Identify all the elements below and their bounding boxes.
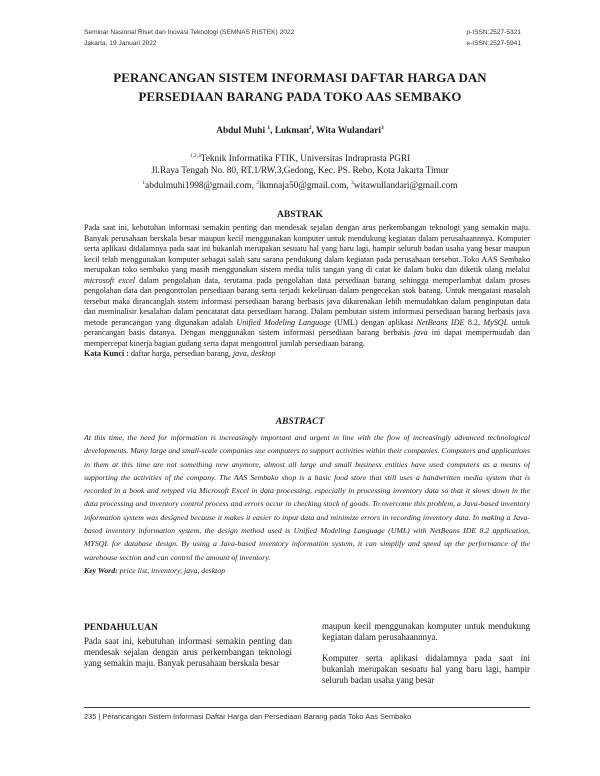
author-2: Lukman	[274, 126, 309, 137]
running-header-left	[84, 27, 294, 49]
abstrak-part-2: dalam pengolahan data, terutama pada pengolahan data persediaan barang sehingga memperlambat dalam proses pengolahan data dan pengontrolan persediaan barang serta terjadi kekeliruan dalam pengecekan stok barang. Untuk mengatasi masalah tersebut maka dirancanglah sistem informasi persediaan barang berbasis java dikarenakan lebih memudahkan dalam penginputan data dan meminalisir kesalahan dalam pencatatat data persediaan barang. Dalam pembutan sistem informasi persediaan barang berbasis java metode perancangan yang digunakan adalah	[84, 275, 530, 327]
page-number: 235	[84, 712, 97, 721]
email-1: abdulmuhi1998@gmail.com	[145, 181, 252, 192]
kata-kunci-label: Kata Kunci :	[84, 349, 129, 358]
key-word	[84, 564, 530, 577]
running-header-right	[466, 27, 521, 49]
abstrak-italic-4: MySQL	[483, 317, 509, 327]
key-word-text: price list, inventory, java, desktop	[119, 565, 226, 575]
author-3-sup: 3	[381, 125, 384, 131]
affiliation-address: Jl.Raya Tengah No. 80, RT.1/RW.3,Gedong, Kec. PS. Rebo, Kota Jakarta Timur	[151, 166, 449, 177]
author-1: Abdul Muhi	[216, 126, 266, 137]
title-line-2: PERSEDIAAN BARANG PADA TOKO AAS SEMBAKO	[138, 90, 462, 104]
conference-name: Seminar Nasional Riset dan Inovasi Teknologi (SEMNAS RISTEK) 2022	[84, 29, 295, 36]
e-issn: e-ISSN:2527-5941	[466, 40, 521, 47]
author-list: Abdul Muhi $^1$, Lukman$^2$, Wita Wulandari$^3$	[216, 125, 384, 137]
abstrak-part-1: Pada saat ini, kebutuhan informasi semakin penting dan mendesak sejalan dengan arus perkembangan teknologi yang semakin maju. Banyak perusahaan berskala besar maupun kecil menggunakan komputer untuk mendukung kegiatan dalam perusahaannnya. Komputer serta aplikasi didalamnya pada saat ini bukanlah merupakan sesuatu hal yang baru lagi, hampir seluruh badan usaha yang besar maupun kecil telah menggunakan komputer sebagai salah satu sarana pendukung dalam kegiatan pada perusahaan tersebut. Toko AAS Sembako merupakan toko sembako yang masih menggunakan sistem media tulis tangan yang di catat ke dalam buku dan diketik ulang melalui	[84, 223, 530, 274]
pendahuluan-right-para-1: maupun kecil menggunakan komputer untuk mendukung kegiatan dalam perusahaannnya.	[322, 621, 530, 642]
abstrak-body	[84, 223, 530, 360]
email-3-sup: 3	[350, 180, 354, 187]
author-1-sup: 1	[267, 125, 271, 131]
pendahuluan-heading: PENDAHULUAN	[84, 623, 158, 633]
author-2-sup: 2	[308, 125, 312, 131]
title-line-1: PERANCANGAN SISTEM INFORMASI DAFTAR HARGA DAN	[113, 71, 487, 85]
pendahuluan-right-para-2: Komputer serta aplikasi didalamnya pada saat ini bukanlah merupakan sesuatu hal yang baru lagi, hampir seluruh badan usaha yang besar	[322, 653, 530, 685]
kata-kunci-text: daftar harga, persedian barang,	[131, 349, 231, 358]
footer-running-title: Perancangan Sistem Informasi Daftar Harga dan Persediaan Barang pada Toko Aas Sembako	[102, 712, 412, 721]
key-word-label: Key Word:	[84, 565, 118, 575]
kata-kunci	[84, 349, 530, 360]
affiliation-sup: 1,2,3	[189, 153, 201, 159]
abstract-body	[84, 431, 530, 577]
abstract-heading: ABSTRACT	[275, 417, 325, 427]
page-footer	[84, 712, 411, 721]
email-1-sup: 1	[142, 180, 146, 187]
paper-title	[60, 69, 540, 107]
footer-rule	[84, 707, 530, 708]
email-3: witawullandari@gmail.com	[353, 181, 458, 192]
abstrak-part-4: 8.2,	[467, 317, 480, 327]
kata-kunci-italic: java, desktop	[232, 349, 276, 358]
abstrak-part-5: untuk perancangan basis datanya. Dengan menggunakan sistem informasi persediaan barang berbasis	[84, 317, 530, 337]
email-2: lkmnaja50@gmail.com	[259, 181, 347, 192]
abstrak-italic-3: NetBeans IDE	[416, 317, 465, 327]
abstrak-text	[84, 223, 530, 349]
abstract-text: At this time, the need for information is increasingly important and urgent in line with the flow of increasingly advanced technological developments. Many large and small-scale companies use computers to support activities within their companies. Computers and applications in them at this time are not something new anymore, almost all large and small business entities have used computers as a means of supporting the activities of the company. The AAS Sembako shop is a basic food store that still uses a handwritten media system that is recorded in a book and retyped via Microsoft Excel in data processing, especially in processing inventory data so that it slows down in the data processing and inventory control process and errors occur in checking stock of goods. To overcome this problem, a Java-based inventory information system was designed because it makes it easier to input data and minimize errors in recording inventory data. In making a Java-based inventory information system, the design method used is Unified Modeling Language (UML) with NetBeans IDE 8.2 application, MYSQL for database design. By using a Java-based inventory information system, it can simplify and speed up the performance of the warehouse section and can control the amount of inventory.	[84, 433, 530, 562]
footer-separator: |	[98, 712, 101, 721]
column-right	[322, 621, 530, 686]
abstrak-italic-5: java	[413, 328, 428, 337]
conference-place-date: Jakarta, 19 Januari 2022	[84, 40, 157, 47]
abstrak-part-3: (UML) dengan aplikasi	[334, 317, 414, 327]
affiliation-institution: Teknik Informatika FTIK, Universitas Indraprasta PGRI	[200, 154, 411, 165]
pendahuluan-left-text: Pada saat ini, kebutuhan informasi semakin penting dan mendesak sejalan dengan arus perkembangan teknologi yang semakin maju. Banyak perusahaan berskala besar	[84, 636, 292, 668]
abstrak-part-6: ini dapat mempermudah dan mempercepat kinerja bagian gudang serta dapat mengontrol jumlah persediaan barang.	[84, 328, 531, 348]
affiliation-emails: $^1$abdulmuhi1998@gmail.com, $^2$lkmnaja50@gmail.com, $^3$witawullandari@gmail.com	[142, 180, 458, 192]
affiliation-line-1	[60, 150, 540, 165]
p-issn: p-ISSN:2527-5321	[466, 29, 521, 36]
abstrak-italic-1: microsoft excel	[84, 275, 136, 285]
column-left	[84, 623, 292, 669]
author-3: Wita Wulandari	[316, 126, 381, 137]
abstrak-heading: ABSTRAK	[277, 210, 323, 220]
affiliation	[60, 150, 540, 192]
email-2-sup: 2	[256, 180, 260, 187]
abstrak-italic-2: Unified Modeling Language	[236, 317, 331, 327]
